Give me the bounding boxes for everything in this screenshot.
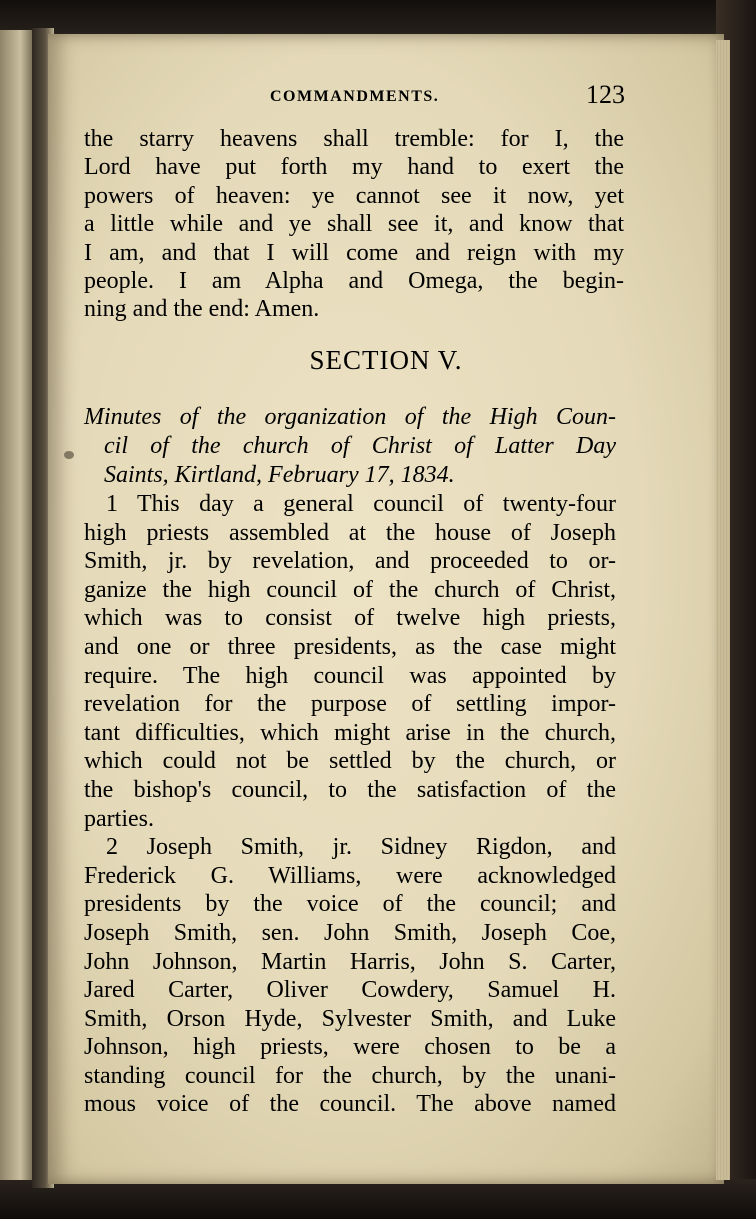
body-line: revelation for the purpose of settling impor- [84,691,616,718]
page-number: 123 [586,80,625,109]
body-line: parties. [84,805,154,832]
body-line: tant difficulties, which might arise in the church, [84,719,616,746]
continued-text [84,125,624,324]
body-line: which could not be settled by the church, or [84,748,616,775]
running-head: COMMANDMENTS. [270,88,440,105]
text-line: ning and the end: Amen. [84,296,320,323]
body-line: mous voice of the council. The above named [84,1091,616,1118]
text-line: the starry heavens shall tremble: for I, the [84,126,624,152]
body-line: the bishop's council, to the satisfaction of the [84,776,616,803]
body-line: high priests assembled at the house of Joseph [84,519,616,546]
ink-mark [64,451,74,459]
body-line: John Johnson, Martin Harris, John S. Carter, [84,948,616,975]
body-line: Joseph Smith, sen. John Smith, Joseph Coe, [84,919,616,946]
text-line: I am, and that I will come and reign with my [84,239,624,266]
page-stack-edge [716,40,730,1180]
previous-page-edge [0,30,34,1180]
heading-line: cil of the church of Christ of Latter Day [104,433,616,459]
body-line: ganize the high council of the church of Christ, [84,576,616,603]
text-line: powers of heaven: ye cannot see it now, yet [84,182,624,209]
body-line: presidents by the voice of the council; and [84,891,616,918]
heading-line: Saints, Kirtland, February 17, 1834. [104,462,455,488]
heading-line: Minutes of the organization of the High Coun- [84,404,616,430]
section-title: SECTION V. [309,345,463,375]
body-line: Frederick G. Williams, were acknowledged [84,862,616,889]
body-line: require. The high council was appointed by [84,662,616,689]
body-line: which was to consist of twelve high priests, [84,605,616,632]
body-line: 1 This day a general council of twenty-four [106,491,616,517]
text-line: people. I am Alpha and Omega, the begin- [84,268,624,295]
body-line: 2 Joseph Smith, jr. Sidney Rigdon, and [106,834,616,861]
section-body [84,490,616,1119]
body-line: standing council for the church, by the unani- [84,1062,616,1089]
body-line: Smith, jr. by revelation, and proceeded to or- [84,548,616,575]
book-cover-bottom [0,1179,756,1219]
section-heading [84,403,616,490]
body-line: Johnson, high priests, were chosen to be a [84,1034,616,1061]
body-line: Jared Carter, Oliver Cowdery, Samuel H. [84,977,616,1004]
text-line: a little while and ye shall see it, and know that [84,211,624,238]
text-line: Lord have put forth my hand to exert the [84,154,624,181]
body-line: Smith, Orson Hyde, Sylvester Smith, and Luke [84,1005,616,1032]
body-line: and one or three presidents, as the case might [84,633,616,660]
